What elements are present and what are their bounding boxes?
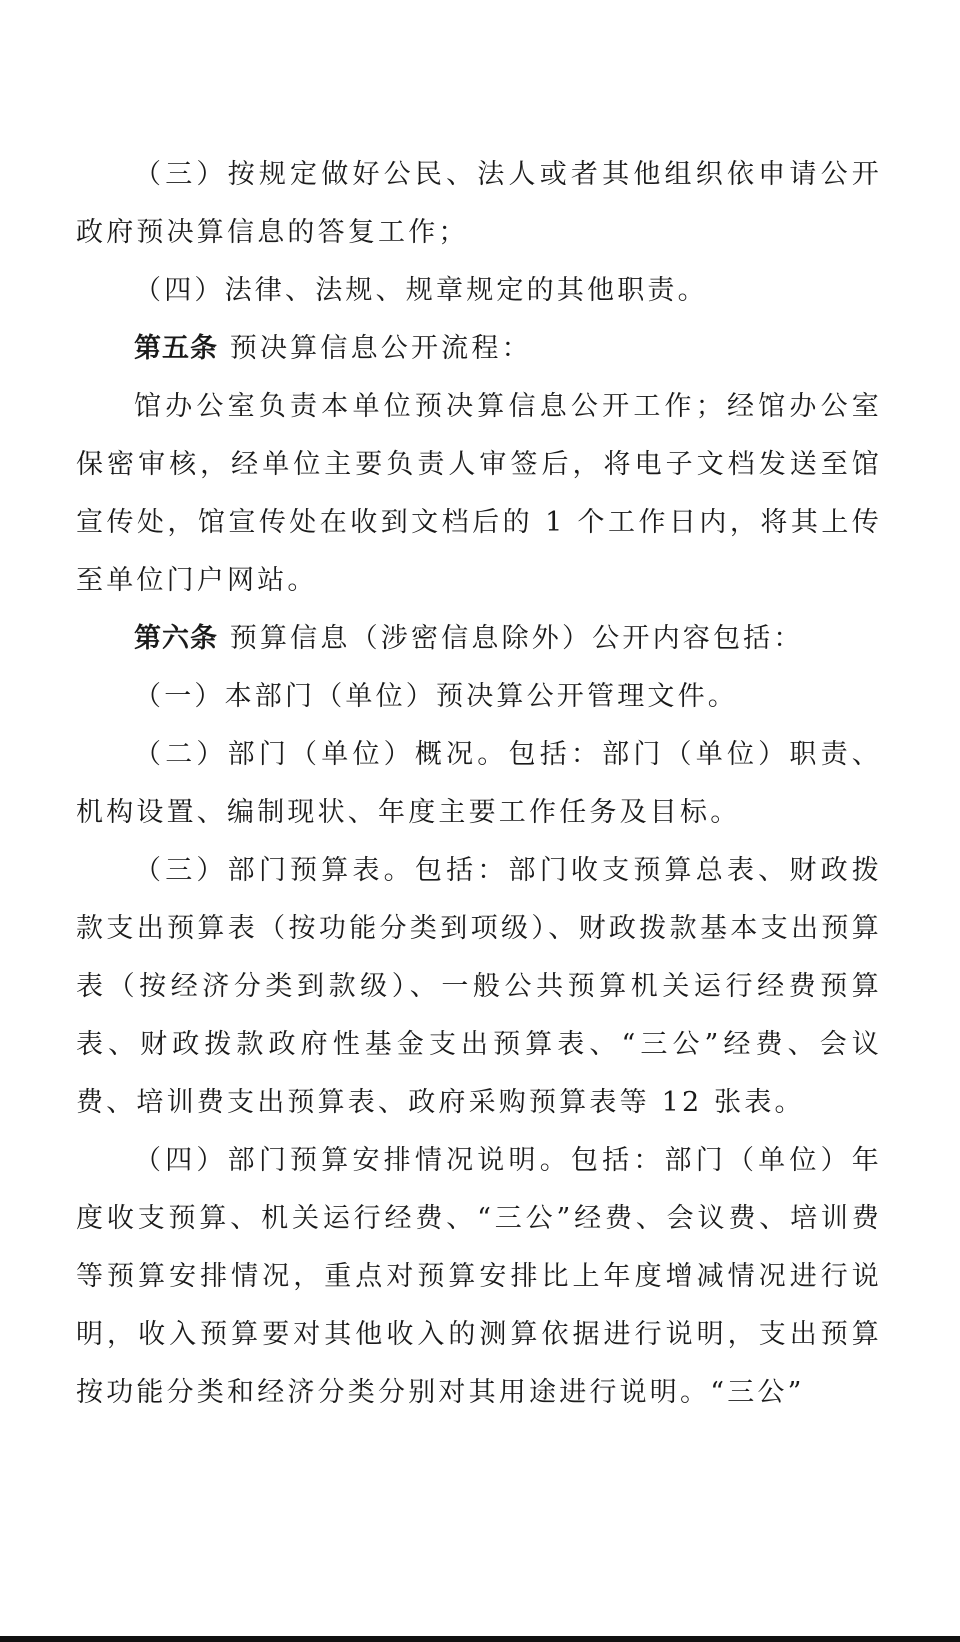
- paragraph-text: 馆办公室负责本单位预决算信息公开工作；经馆办公室保密审核，经单位主要负责人审签后，将电子文档发送至馆宣传处，馆宣传处在收到文档后的 1 个工作日内，将其上传至单位门户网站。: [76, 391, 882, 596]
- paragraph-disclosure-process: [76, 378, 882, 610]
- article-5-heading: [76, 320, 882, 378]
- article-6-heading: [76, 610, 882, 668]
- paragraph-text: （四）法律、法规、规章规定的其他职责。: [134, 275, 708, 306]
- paragraph-text: （二）部门（单位）概况。包括：部门（单位）职责、机构设置、编制现状、年度主要工作任务及目标。: [76, 739, 882, 828]
- paragraph-text: 预决算信息公开流程：: [218, 333, 532, 364]
- paragraph-item-4-other-duties: [76, 262, 882, 320]
- paragraph-text: 预算信息（涉密信息除外）公开内容包括：: [218, 623, 804, 654]
- article-number: 第五条: [134, 333, 218, 364]
- paragraph-text: （一）本部门（单位）预决算公开管理文件。: [134, 681, 738, 712]
- paragraph-item-3-reply-duty: [76, 146, 882, 262]
- paragraph-text: （三）部门预算表。包括：部门收支预算总表、财政拨款支出预算表（按功能分类到项级）、财政拨款基本支出预算表（按经济分类到款级）、一般公共预算机关运行经费预算表、财政拨款政府性基金支出预算表、“三公”经费、会议费、培训费支出预算表、政府采购预算表等 12 张表。: [76, 855, 882, 1118]
- paragraph-text: （三）按规定做好公民、法人或者其他组织依申请公开政府预决算信息的答复工作；: [76, 159, 882, 248]
- bottom-divider: [0, 1636, 960, 1642]
- paragraph-item-3-budget-tables: [76, 842, 882, 1132]
- paragraph-item-4-budget-explanation: [76, 1132, 882, 1422]
- document-body: [76, 146, 882, 1422]
- paragraph-item-2-overview: [76, 726, 882, 842]
- paragraph-item-1-management-files: [76, 668, 882, 726]
- article-number: 第六条: [134, 623, 218, 654]
- paragraph-text: （四）部门预算安排情况说明。包括：部门（单位）年度收支预算、机关运行经费、“三公”经费、会议费、培训费等预算安排情况，重点对预算安排比上年度增减情况进行说明，收入预算要对其他收入的测算依据进行说明，支出预算按功能分类和经济分类分别对其用途进行说明。“三公”: [76, 1145, 882, 1408]
